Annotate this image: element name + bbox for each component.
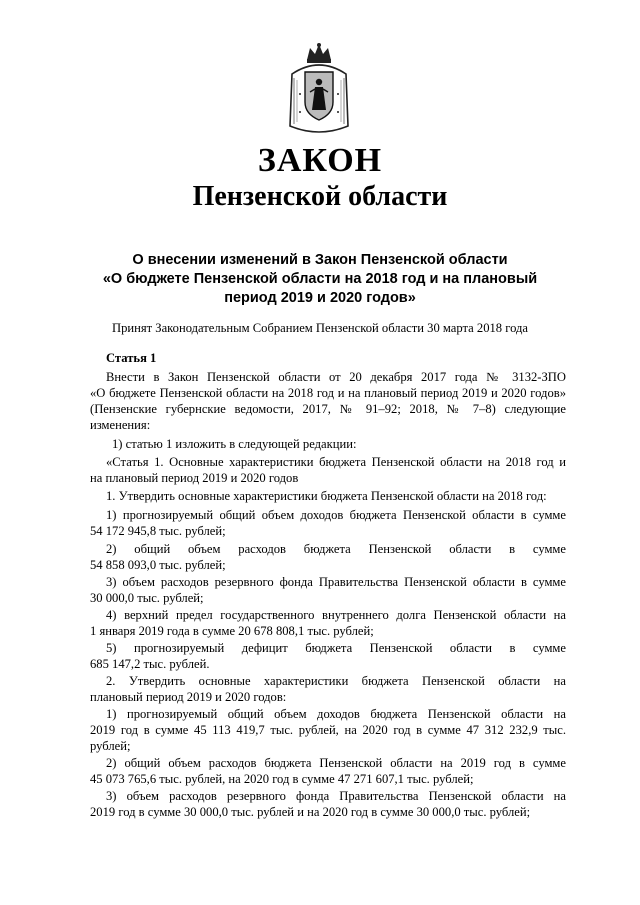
- text-line: 2) общий объем расходов бюджета Пензенской области на 2019 год в сумме: [106, 756, 566, 770]
- text-line: 2019 год в сумме 30 000,0 тыс. рублей и на 2020 год в сумме 30 000,0 тыс. рублей;: [90, 805, 531, 819]
- paragraph-2-3: [90, 788, 566, 820]
- text-line: 54 172 945,8 тыс. рублей;: [90, 524, 226, 538]
- coat-of-arms-icon: [286, 42, 352, 138]
- text-line: 3) объем расходов резервного фонда Правительства Пензенской области в сумме: [106, 575, 566, 589]
- text-line: изменения:: [90, 418, 151, 432]
- heading-line: период 2019 и 2020 годов»: [224, 290, 416, 306]
- text-line: 5) прогнозируемый дефицит бюджета Пензенской области в сумме: [106, 641, 566, 655]
- paragraph-1-3: [90, 574, 566, 606]
- text-line: 4) верхний предел государственного внутреннего долга Пензенской области на: [106, 608, 566, 622]
- text-line: 2019 год в сумме 45 113 419,7 тыс. рублей, на 2020 год в сумме 47 312 232,9 тыс.: [90, 723, 566, 737]
- paragraph-1-2: [90, 541, 566, 573]
- text-line: Внести в Закон Пензенской области от 20 декабря 2017 года № 3132-ЗПО: [106, 370, 566, 384]
- amendment-item-1: [90, 436, 566, 452]
- text-line: 685 147,2 тыс. рублей.: [90, 657, 210, 671]
- paragraph-1-4: [90, 607, 566, 639]
- text-line: 45 073 765,6 тыс. рублей, на 2020 год в сумме 47 271 607,1 тыс. рублей;: [90, 772, 474, 786]
- text-line: 3) объем расходов резервного фонда Правительства Пензенской области на: [106, 789, 566, 803]
- law-region: Пензенской области: [192, 181, 448, 212]
- text-line: 2. Утвердить основные характеристики бюджета Пензенской области на: [106, 674, 566, 688]
- law-heading: [60, 251, 580, 308]
- text-line: «Статья 1. Основные характеристики бюджета Пензенской области на 2018 год и: [106, 455, 566, 469]
- paragraph-1-5: [90, 640, 566, 672]
- text-line: рублей;: [90, 739, 131, 753]
- text-line: плановый период 2019 и 2020 годов:: [90, 690, 287, 704]
- paragraph-1: [90, 488, 566, 504]
- text-line: 2) общий объем расходов бюджета Пензенской области в сумме: [106, 542, 566, 556]
- paragraph-1-1: [90, 507, 566, 539]
- quoted-article-title: [90, 454, 566, 486]
- paragraph-2: [90, 673, 566, 705]
- paragraph-2-1: [90, 706, 566, 754]
- text-line: 1) прогнозируемый общий объем доходов бюджета Пензенской области в сумме: [106, 508, 566, 522]
- text-line: 1 января 2019 года в сумме 20 678 808,1 тыс. рублей;: [90, 624, 374, 638]
- intro-paragraph: [90, 369, 566, 433]
- heading-line: «О бюджете Пензенской области на 2018 год и на плановый: [102, 271, 538, 287]
- text-line: (Пензенские губернские ведомости, 2017, № 91–92; 2018, № 7–8) следующие: [90, 402, 566, 416]
- paragraph-2-2: [90, 755, 566, 787]
- text-line: на плановый период 2019 и 2020 годов: [90, 471, 299, 485]
- article-heading: Статья 1: [106, 351, 157, 365]
- text-line: 1) статью 1 изложить в следующей редакции:: [112, 437, 357, 451]
- heading-line: О внесении изменений в Закон Пензенской области: [132, 252, 508, 268]
- text-line: 54 858 093,0 тыс. рублей;: [90, 558, 226, 572]
- adoption-note: Принят Законодательным Собранием Пензенской области 30 марта 2018 года: [111, 321, 529, 335]
- law-title: ЗАКОН: [257, 142, 383, 179]
- text-line: 1. Утвердить основные характеристики бюджета Пензенской области на 2018 год:: [106, 489, 547, 503]
- text-line: 1) прогнозируемый общий объем доходов бюджета Пензенской области на: [106, 707, 566, 721]
- text-line: 30 000,0 тыс. рублей;: [90, 591, 204, 605]
- text-line: «О бюджете Пензенской области на 2018 год и на плановый период 2019 и 2020 годов»: [90, 386, 566, 400]
